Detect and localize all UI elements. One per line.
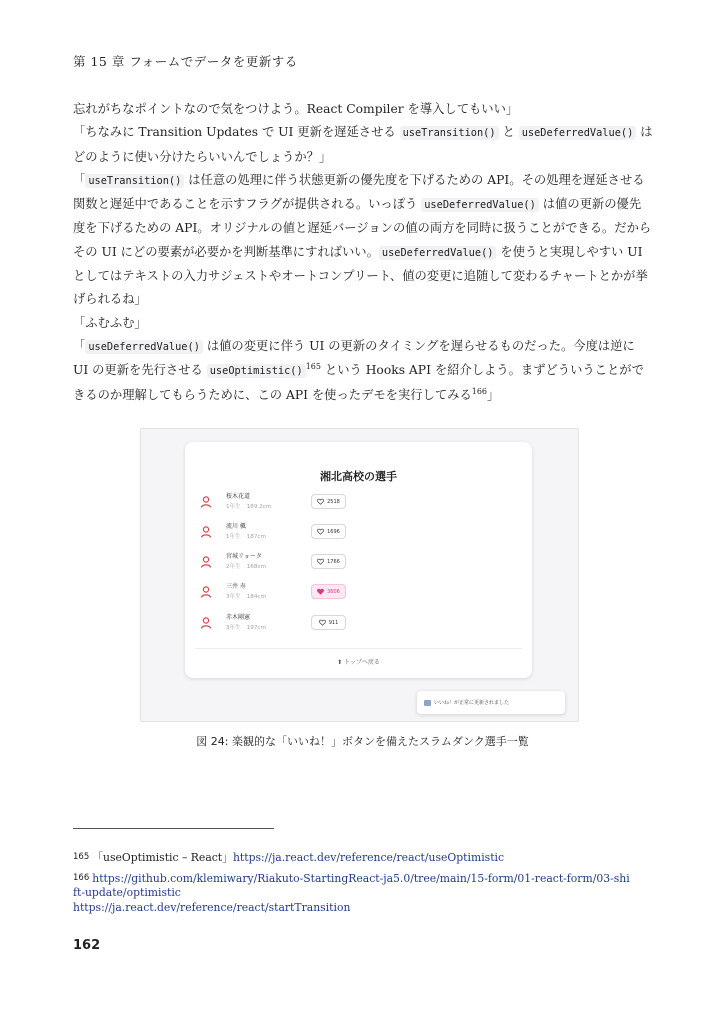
player-row [199, 581, 519, 607]
user-icon [199, 555, 213, 569]
like-button[interactable] [311, 615, 346, 630]
player-row [199, 521, 519, 547]
player-height: 184cm [246, 594, 266, 600]
user-icon [199, 616, 213, 630]
player-name: 赤木剛憲 [226, 614, 251, 621]
text-segment: は任意の処理に伴う状態更新の優先度を下げるための API。その処理を遅延させる関数と遅延中であることを示すフラグが提供される。いっぽう [73, 172, 645, 212]
footnote-166 [73, 871, 633, 916]
text-segment: は値の変更に伴う UI の更新のタイミングを遅らせるものだった。今度は逆に UI の更新を先行させる [73, 338, 635, 378]
user-icon [199, 525, 213, 539]
footnote-link[interactable]: https://ja.react.dev/reference/react/useOptimistic [232, 851, 505, 864]
text-segment: 「 [73, 172, 86, 187]
like-count: 1696 [327, 528, 340, 535]
text-segment: という Hooks API を紹介しよう。まずどういうことができるのか理解してもらうために、この API を使ったデモを実行してみる [73, 363, 644, 402]
heart-icon [317, 498, 324, 505]
player-grade: 3年生 [226, 594, 241, 600]
text-segment: を使うと実現しやすい UI としてはテキストの入力サジェストやオートコンプリート、値の変更に追随して変わるチャートとかが挙げられるね」 [73, 244, 648, 307]
chapter-header: 第 15 章 フォームでデータを更新する [73, 54, 298, 69]
player-row [199, 551, 519, 577]
code-use-deferred-value: useDeferredValue() [421, 198, 539, 212]
code-use-transition: useTransition() [400, 126, 499, 140]
player-name: 流川 楓 [226, 523, 246, 530]
code-use-transition: useTransition() [85, 174, 184, 188]
text-segment: 」 [487, 387, 500, 402]
player-meta [226, 592, 272, 600]
player-meta [226, 532, 272, 540]
like-count: 1766 [327, 558, 340, 565]
like-count: 911 [328, 619, 339, 626]
divider [195, 648, 522, 649]
code-use-deferred-value: useDeferredValue() [379, 246, 497, 260]
user-icon [199, 495, 213, 509]
heart-icon [317, 588, 324, 595]
player-row [199, 612, 519, 638]
player-height: 197cm [246, 625, 266, 631]
home-icon: ⬆ [337, 659, 343, 666]
player-meta [226, 562, 272, 570]
paragraph-4: 「ふむふむ」 [73, 315, 147, 330]
paragraph-1: 忘れがちなポイントなので気をつけよう。React Compiler を導入してもいい」 [73, 102, 519, 116]
footnote-165 [73, 850, 633, 866]
text-segment: 「ちなみに Transition Updates で UI 更新を遅延させる [73, 125, 400, 140]
footnote-number: 166 [73, 872, 90, 883]
card-title: 湘北高校の選手 [320, 470, 397, 483]
like-button[interactable] [311, 524, 346, 539]
footnote-ref-166[interactable]: 166 [471, 386, 488, 396]
like-count: 2518 [327, 498, 340, 505]
player-grade: 1年生 [226, 534, 241, 540]
text-segment: 「 [73, 338, 86, 353]
body-text [73, 98, 653, 407]
paragraph-5 [73, 335, 653, 407]
back-to-top-link[interactable] [185, 657, 532, 666]
page-number: 162 [73, 938, 101, 953]
player-name: 宮城リョータ [226, 553, 262, 560]
footnote-number: 165 [73, 852, 90, 862]
player-grade: 2年生 [226, 564, 241, 570]
player-name: 桜木花道 [226, 493, 251, 500]
footnote-text: 「useOptimistic – React」 [92, 851, 233, 864]
paragraph-2 [73, 121, 653, 169]
player-meta [226, 502, 277, 510]
heart-icon [317, 528, 324, 535]
footnotes [73, 850, 633, 920]
heart-icon [317, 558, 324, 565]
text-segment: と [498, 125, 519, 140]
heart-icon [319, 619, 326, 626]
footnote-link[interactable]: https://github.com/klemiwary/Riakuto-StartingReact-ja5.0/tree/main/15-form/01-react-form/03-shift-update/optimistic [73, 871, 630, 899]
footnote-rule [73, 828, 274, 829]
code-use-deferred-value: useDeferredValue() [519, 126, 637, 140]
figure-screenshot [140, 428, 579, 722]
text-segment: はどのように使い分けたらいいんでしょうか？」 [73, 125, 653, 164]
toast-notification [417, 691, 565, 714]
player-height: 187cm [246, 534, 266, 540]
user-icon [199, 585, 213, 599]
back-link-label: トップへ戻る [344, 659, 380, 666]
text-segment: は値の更新の優先度を下げるための API。オリジナルの値と遅延バージョンの値の両方を同時に扱うことができる。だからその UI にどの要素が必要かを判断基準にすればいい。 [73, 197, 652, 259]
player-meta [226, 623, 272, 631]
like-button[interactable] [311, 494, 346, 509]
like-button[interactable] [311, 584, 346, 599]
code-use-optimistic: useOptimistic() [207, 364, 306, 378]
figure-caption: 図 24: 楽観的な「いいね！」ボタンを備えたスラムダンク選手一覧 [196, 735, 529, 748]
player-row [199, 491, 519, 517]
like-count: 3606 [327, 588, 340, 595]
footnote-ref-165[interactable]: 165 [305, 362, 321, 372]
player-list-card [185, 442, 532, 678]
toast-text: いいね！が正常に更新されました [434, 700, 510, 706]
player-grade: 3年生 [226, 625, 241, 631]
player-name: 三井 寿 [226, 583, 246, 590]
player-height: 189.2cm [246, 504, 272, 510]
player-height: 168cm [246, 564, 266, 570]
footnote-link-2[interactable]: https://ja.react.dev/reference/react/startTransition [73, 900, 351, 914]
code-use-deferred-value: useDeferredValue() [85, 340, 203, 354]
paragraph-3 [73, 169, 653, 312]
message-icon [424, 700, 431, 706]
player-grade: 1年生 [226, 504, 241, 510]
like-button[interactable] [311, 554, 346, 569]
